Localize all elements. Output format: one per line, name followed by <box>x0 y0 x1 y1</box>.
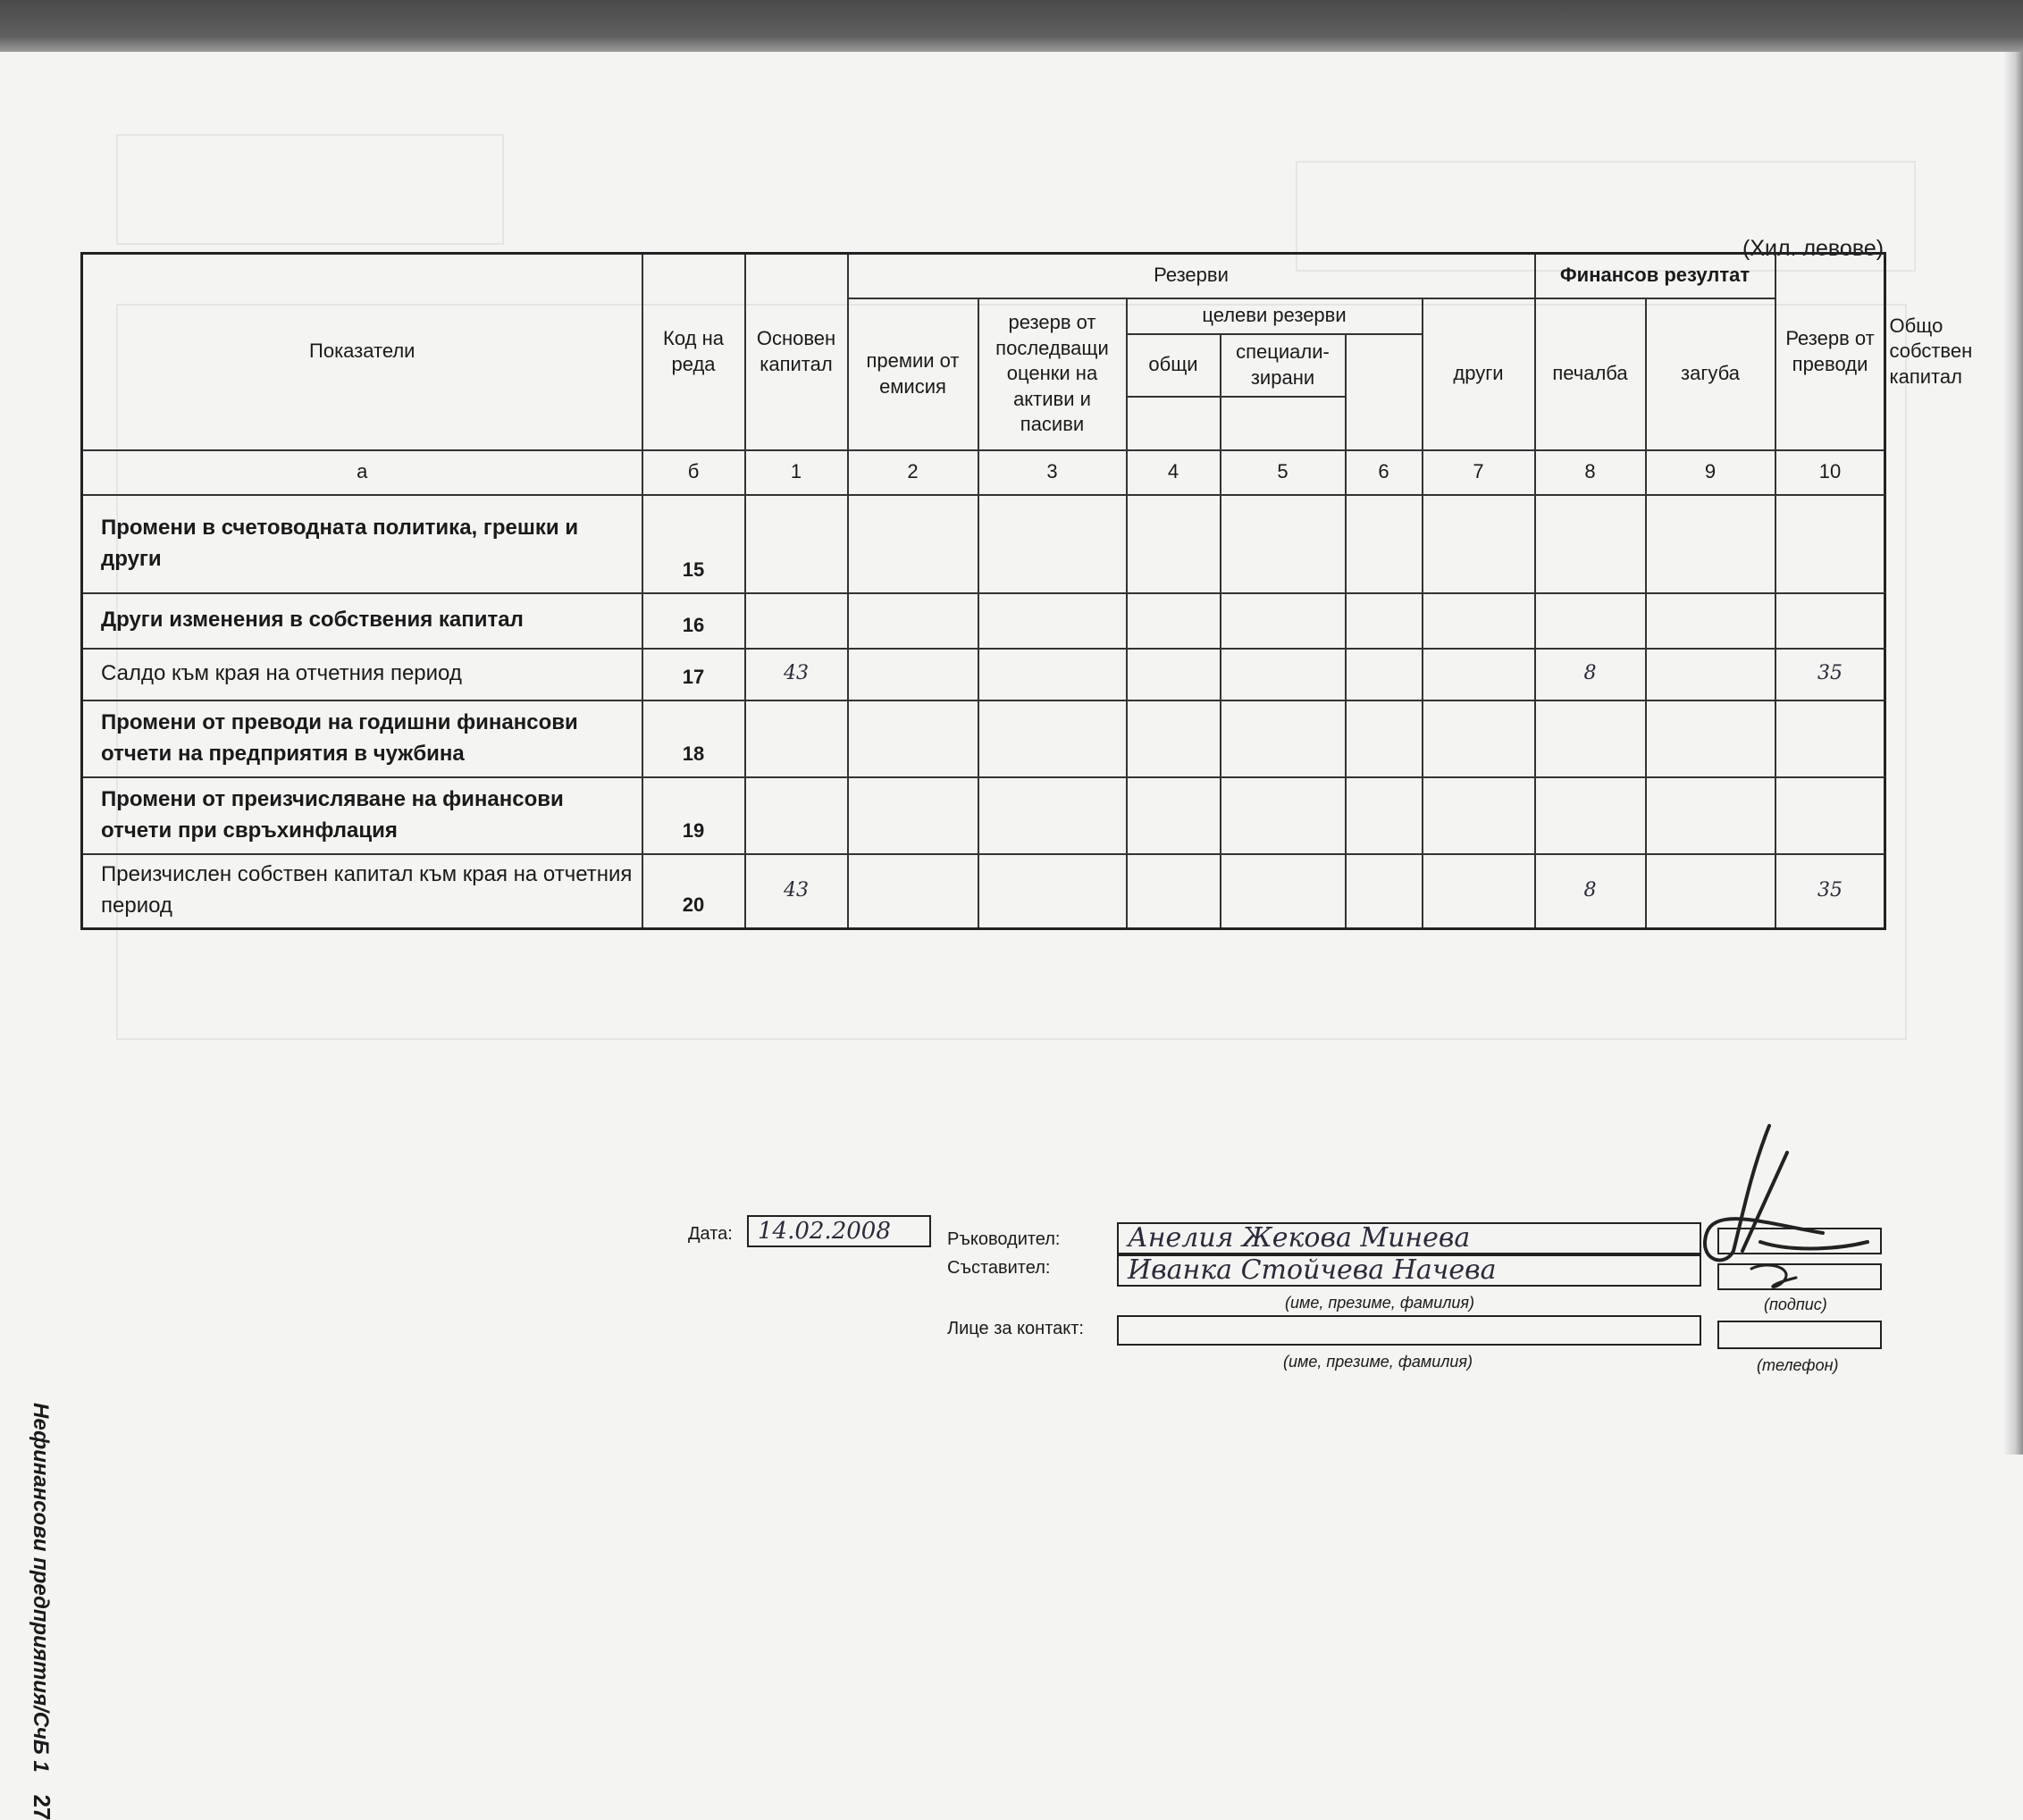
column-index-cell: 3 <box>978 450 1127 495</box>
table-row <box>82 495 1885 593</box>
header-target-reserves: целеви резерви <box>1127 298 1423 334</box>
column-index-cell: 5 <box>1221 450 1346 495</box>
caption-name: (име, презиме, фамилия) <box>1285 1294 1474 1312</box>
bleed-through-box <box>116 134 504 245</box>
header-financial-result: Финансов резултат <box>1535 254 1775 298</box>
value-cell[interactable]: 8 <box>1535 649 1646 700</box>
value-cell[interactable] <box>1646 495 1775 593</box>
column-index-cell: 7 <box>1423 450 1535 495</box>
value-cell[interactable] <box>1127 700 1221 777</box>
side-title-text: Нефинансови предприятия/СчБ 1 <box>29 1403 53 1773</box>
value-cell[interactable] <box>1423 854 1535 929</box>
value-cell[interactable] <box>1535 700 1646 777</box>
value-cell[interactable] <box>745 700 848 777</box>
value-cell[interactable] <box>1346 854 1423 929</box>
value-cell[interactable] <box>745 777 848 854</box>
value-cell[interactable] <box>1221 593 1346 649</box>
header-general: общи <box>1127 334 1221 397</box>
manager-label: Ръководител: <box>947 1229 1061 1249</box>
value-cell[interactable] <box>978 593 1127 649</box>
row-code: 15 <box>642 495 745 593</box>
value-cell[interactable] <box>1221 777 1346 854</box>
row-label: Салдо към края на отчетния период <box>82 649 642 700</box>
signature-mark <box>1662 1117 1876 1296</box>
header-specialized: специали-зирани <box>1221 334 1346 397</box>
column-index-cell: 9 <box>1646 450 1775 495</box>
value-cell[interactable]: 43 <box>745 649 848 700</box>
value-cell[interactable] <box>1423 700 1535 777</box>
value-cell[interactable] <box>978 777 1127 854</box>
value-cell[interactable] <box>1646 854 1775 929</box>
value-cell[interactable] <box>848 495 978 593</box>
column-index-cell: 8 <box>1535 450 1646 495</box>
column-index-cell: 6 <box>1346 450 1423 495</box>
header-profit: печалба <box>1535 298 1646 450</box>
value-cell[interactable] <box>1127 649 1221 700</box>
value-cell[interactable] <box>1127 593 1221 649</box>
table-row <box>82 777 1885 854</box>
compiler-label: Съставител: <box>947 1258 1051 1278</box>
value-cell[interactable] <box>978 700 1127 777</box>
column-index-cell: 10 <box>1775 450 1885 495</box>
value-cell[interactable] <box>1423 593 1535 649</box>
header-other: други <box>1423 298 1535 450</box>
scan-right-edge <box>2003 52 2023 1455</box>
value-cell[interactable] <box>978 854 1127 929</box>
row-label: Промени от преводи на годишни финансови отчети на предприятия в чужбина <box>82 700 642 777</box>
value-cell[interactable] <box>1346 649 1423 700</box>
header-reserves: Резерви <box>848 254 1535 298</box>
manager-name-field[interactable]: Анелия Жекова Минева <box>1117 1222 1701 1254</box>
value-cell[interactable] <box>848 649 978 700</box>
value-cell[interactable] <box>745 495 848 593</box>
contact-phone-field[interactable] <box>1717 1321 1882 1349</box>
table-row <box>82 593 1885 649</box>
value-cell[interactable]: 8 <box>1535 854 1646 929</box>
row-code: 16 <box>642 593 745 649</box>
value-cell[interactable] <box>1221 495 1346 593</box>
column-index-cell: а <box>82 450 642 495</box>
table-row <box>82 649 1885 700</box>
page-number: 27 <box>29 1794 55 1820</box>
row-label: Други изменения в собствения капитал <box>82 593 642 649</box>
value-cell[interactable] <box>1423 777 1535 854</box>
date-label: Дата: <box>688 1224 733 1244</box>
value-cell[interactable] <box>1646 700 1775 777</box>
value-cell[interactable] <box>1535 593 1646 649</box>
value-cell[interactable]: 35 <box>1775 649 1885 700</box>
value-cell[interactable]: 35 <box>1775 854 1885 929</box>
row-code: 19 <box>642 777 745 854</box>
value-cell[interactable] <box>1646 649 1775 700</box>
value-cell[interactable] <box>1775 777 1885 854</box>
column-index-row <box>82 450 1885 495</box>
contact-name-field[interactable] <box>1117 1315 1701 1346</box>
value-cell[interactable] <box>1775 593 1885 649</box>
header-translation-reserve: Резерв от преводи <box>1775 254 1885 450</box>
header-indicators: Показатели <box>82 254 642 450</box>
value-cell[interactable] <box>1535 495 1646 593</box>
side-title <box>28 1403 55 1820</box>
value-cell[interactable] <box>848 854 978 929</box>
value-cell[interactable] <box>1535 777 1646 854</box>
row-code: 18 <box>642 700 745 777</box>
value-cell[interactable] <box>1221 700 1346 777</box>
value-cell[interactable] <box>848 593 978 649</box>
value-cell[interactable] <box>1221 854 1346 929</box>
header-revaluation: резерв от последващи оценки на активи и пасиви <box>978 298 1127 450</box>
caption-phone: (телефон) <box>1757 1356 1839 1374</box>
value-cell[interactable] <box>1646 593 1775 649</box>
column-index-cell: 1 <box>745 450 848 495</box>
column-index-cell: б <box>642 450 745 495</box>
equity-changes-table: Показатели Код на реда Основен капитал Резерви Финансов резултат Резерв от преводи Общо собствен капитал премии от емисия резерв от последващи оценки на активи и пасиви целеви резерви други печалба загуба общи специали-зирани а б 1 2 3 4 5 6 7 8 9 10 Промени в счетоводната политика, грешки и други 15 Други изменения в собствения капитал 16 Салдо към края на отчетния период 17 43 8 35 Промени от преводи на годишни финансови отчети на предприятия в чужбина 18 Промени от преизчисляване на финансови отчети при свръхинфлация 19 Преизчислен собствен капитал към края на отчетния период 20 43 8 35 <box>80 252 1886 930</box>
value-cell[interactable] <box>1346 777 1423 854</box>
compiler-name-field[interactable]: Иванка Стойчева Начева <box>1117 1254 1701 1287</box>
row-code: 20 <box>642 854 745 929</box>
date-field[interactable]: 14.02.2008 <box>747 1215 931 1247</box>
value-cell[interactable] <box>1346 700 1423 777</box>
row-label: Промени от преизчисляване на финансови отчети при свръхинфлация <box>82 777 642 854</box>
value-cell[interactable] <box>1775 700 1885 777</box>
header-loss: загуба <box>1646 298 1775 450</box>
value-cell[interactable] <box>848 700 978 777</box>
value-cell[interactable] <box>1423 649 1535 700</box>
caption-name-contact: (име, презиме, фамилия) <box>1283 1353 1473 1371</box>
unit-note: (Хил. левове) <box>1742 236 1884 261</box>
scan-top-edge <box>0 0 2023 52</box>
value-cell[interactable] <box>1221 649 1346 700</box>
value-cell[interactable] <box>1127 777 1221 854</box>
value-cell[interactable] <box>1775 495 1885 593</box>
header-row-code: Код на реда <box>642 254 745 450</box>
header-premiums: премии от емисия <box>848 298 978 450</box>
row-code: 17 <box>642 649 745 700</box>
value-cell[interactable] <box>978 649 1127 700</box>
column-index-cell: 4 <box>1127 450 1221 495</box>
value-cell[interactable] <box>1127 495 1221 593</box>
value-cell[interactable] <box>1346 495 1423 593</box>
table-row <box>82 700 1885 777</box>
table-row <box>82 854 1885 929</box>
value-cell[interactable]: 43 <box>745 854 848 929</box>
value-cell[interactable] <box>1346 593 1423 649</box>
contact-label: Лице за контакт: <box>947 1319 1084 1338</box>
value-cell[interactable] <box>1127 854 1221 929</box>
value-cell[interactable] <box>1423 495 1535 593</box>
value-cell[interactable] <box>1646 777 1775 854</box>
row-label: Преизчислен собствен капитал към края на отчетния период <box>82 854 642 929</box>
caption-signature: (подпис) <box>1764 1296 1827 1313</box>
row-label: Промени в счетоводната политика, грешки и други <box>82 495 642 593</box>
column-index-cell: 2 <box>848 450 978 495</box>
value-cell[interactable] <box>848 777 978 854</box>
value-cell[interactable] <box>978 495 1127 593</box>
header-main-capital: Основен капитал <box>745 254 848 450</box>
value-cell[interactable] <box>745 593 848 649</box>
